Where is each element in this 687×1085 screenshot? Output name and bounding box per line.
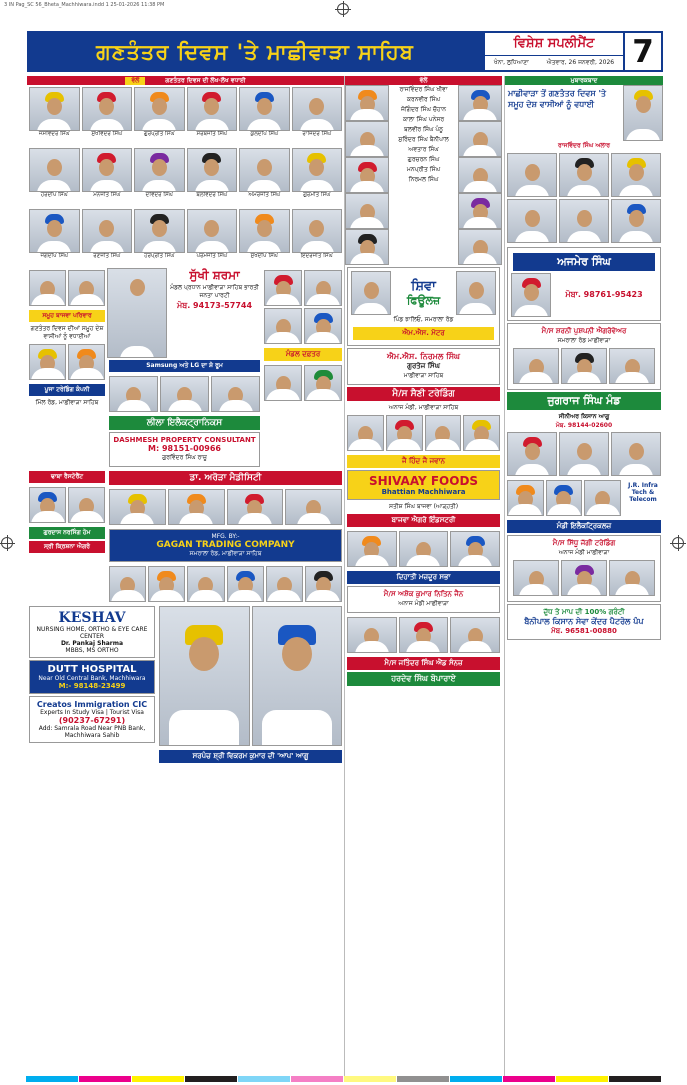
portrait-caption: ਹਰਪ੍ਰੀਤ ਸਿੰਘ [144, 253, 175, 259]
shiva-ad [347, 267, 500, 346]
portrait-photo [345, 229, 389, 265]
list-item: ਨਿਰਮਲ ਸਿੰਘ [408, 176, 439, 183]
portrait-photo [239, 87, 290, 131]
creatos-ad [29, 696, 155, 743]
hardev-band: ਹਰਦੇਵ ਸਿੰਘ ਬੋਪਾਰਾਏ [347, 672, 500, 686]
portrait-photo [109, 489, 166, 525]
creatos-phone: (90237-67291) [58, 716, 126, 725]
date: ਐਤਵਾਰ, 26 ਜਨਵਰੀ, 2026 [546, 58, 615, 66]
greeting-text: ਮਾਛੀਵਾੜਾ ਤੋਂ ਗਣਤੰਤਰ ਦਿਵਸ 'ਤੇ ਸਮੂਹ ਦੇਸ਼ ਵਾਸੀਆਂ ਨੂੰ ਵਧਾਈ [508, 89, 607, 109]
portrait-card [187, 148, 238, 205]
portrait-photo [252, 606, 343, 746]
list-item: ਗੁਰਚਰਨ ਸਿੰਘ [407, 156, 440, 163]
portrait-card [82, 148, 133, 205]
pushpa-ad [507, 323, 661, 390]
dutt-phone: M:- 98148-23499 [58, 682, 126, 690]
portrait-card [29, 209, 80, 266]
shivaay-title: SHIVAAY FOODS [368, 474, 479, 488]
leela-band: ਲੀਲਾ ਇਲੈਕਟ੍ਰਾਨਿਕਸ [109, 416, 260, 430]
portrait-caption: ਰਣਜੀਤ ਸਿੰਘ [93, 253, 121, 259]
portrait-photo [458, 157, 502, 193]
portrait-caption: ਸੁਖਦੀਪ ਸਿੰਘ [250, 253, 278, 259]
portrait-photo [305, 566, 342, 602]
portrait-photo [227, 489, 284, 525]
portrait-caption: ਸੁਖਵਿੰਦਰ ਸਿੰਘ [91, 131, 123, 137]
ajmer-phone: ਮੋਬਾ. 98761-95423 [565, 290, 643, 299]
sanjam-ad [347, 348, 500, 385]
portrait-photo [345, 193, 389, 229]
portrait-photo [82, 87, 133, 131]
portrait-photo [458, 85, 502, 121]
sharma-phone: ਮੋਬ. 94173-57744 [176, 301, 253, 310]
portrait-photo [611, 432, 661, 476]
portrait-photo [513, 348, 559, 384]
portrait-photo [304, 308, 342, 344]
mandal-photos-2 [262, 363, 344, 403]
portrait-photo [227, 566, 264, 602]
creatos-addr: Add: Samrala Road Near PNB Bank, Machhiwara Sahib [38, 725, 146, 739]
beniwal-title: ਬੈਨੀਪਾਲ ਕਿਸਾਨ ਸੇਵਾ ਕੇਂਦਰ ਪੈਟਰੋਲ ਪੰਪ [524, 617, 644, 626]
portrait-photo [160, 376, 209, 412]
pushpa-title: ਮੈ/ਸ ਸ਼ਰਨੀ ਪੁਸ਼ਪਨੀ ਐਗਰੋਵੇਅਰ [541, 327, 627, 335]
ashok-ad [347, 586, 500, 613]
bajwa-ad [27, 268, 107, 469]
portrait-photo [168, 489, 225, 525]
portrait-card [134, 87, 185, 144]
mandal-band: ਮੰਡਲ ਦਫ਼ਤਰ [264, 348, 342, 361]
portrait-photo [304, 365, 342, 401]
list-item: ਬਲਵੀਰ ਸਿੰਘ ਪੰਨੂ [404, 126, 443, 133]
portrait-photo [609, 560, 655, 596]
portrait-photo [264, 308, 302, 344]
keshav-dutt-ads [27, 604, 157, 765]
place: ਖੰਨਾ, ਲੁਧਿਆਣਾ [493, 58, 529, 66]
sanjam-title: ਐਮ.ਐਸ. ਨਿਰਮਲ ਸਿੰਘ [386, 352, 461, 361]
strip-text: ਵੱਲੋਂ [419, 76, 428, 84]
name-list [389, 85, 458, 265]
mandal-ad [262, 268, 344, 469]
greeting-block [505, 85, 663, 141]
sanjam-line: ਮਾਛੀਵਾੜਾ ਸਾਹਿਬ [403, 372, 444, 379]
portrait-photo [507, 480, 544, 516]
registration-mark-icon [337, 3, 349, 15]
big-portrait-ad [157, 604, 344, 765]
patti-photos [345, 529, 502, 569]
medical-band: ਡਾ. ਅਰੋੜਾ ਮੈਡੀਸਿਟੀ [109, 471, 342, 485]
sharma-text [167, 268, 262, 358]
portrait-photo [109, 566, 146, 602]
shiva-name: ਸ਼ਿਵਾ [411, 278, 436, 294]
portrait-photo [187, 209, 238, 253]
shiva-sub: ਫਿਊਲਜ਼ [406, 293, 441, 307]
beniwal-tag: ਦੁੱਧ ਤੇ ਮਾਪ ਦੀ 100% ਗਰੰਟੀ [543, 608, 625, 616]
registration-mark-icon [1, 537, 13, 549]
pooja-line: ਮਿੱਲ ਰੋਡ, ਮਾਛੀਵਾੜਾ ਸਾਹਿਬ [35, 399, 99, 406]
portrait-photo [68, 487, 105, 523]
portrait-card [187, 87, 238, 144]
portrait-photo [458, 229, 502, 265]
portrait-grid-2 [27, 146, 344, 207]
portrait-caption: ਜਸਵਿੰਦਰ ਸਿੰਘ [38, 131, 70, 137]
portrait-card [239, 148, 290, 205]
jr-infra-row [505, 478, 663, 518]
portrait-photo [292, 87, 343, 131]
portrait-photo [386, 415, 423, 451]
portrait-photo [450, 531, 500, 567]
dutt-ad [29, 660, 155, 694]
portrait-caption: ਇੰਦਰਜੀਤ ਸਿੰਘ [300, 253, 333, 259]
portrait-photo [187, 87, 238, 131]
portrait-photo [264, 270, 302, 306]
portrait-photo [266, 566, 303, 602]
portrait-photo [68, 270, 105, 306]
portrait-photo [148, 566, 185, 602]
list-item: ਸੁਰਿੰਦਰ ਸਿੰਘ ਬੈਨੀਪਾਲ [398, 136, 449, 143]
patti-band: ਦਿਹਾਤੀ ਮਜ਼ਦੂਰ ਸਭਾ [347, 571, 500, 584]
saini-band: ਮੈ/ਸ ਸੈਣੀ ਟਰੇਡਿੰਗ [347, 387, 500, 401]
dhaba-photos [27, 485, 107, 525]
portrait-caption: ਜਗਦੀਪ ਸਿੰਘ [40, 253, 69, 259]
portrait-photo [513, 560, 559, 596]
sidhu-title: ਮੈ/ਸ ਸਿੱਧੂ ਜੱਗੀ ਟਰੇਡਿੰਗ [552, 539, 616, 547]
list-item: ਮਨਪ੍ਰੀਤ ਸਿੰਘ [406, 166, 441, 173]
ashok-line: ਅਨਾਜ ਮੰਡੀ ਮਾਛੀਵਾੜਾ [398, 600, 449, 607]
portrait-caption: ਰਾਜਿੰਦਰ ਸਿੰਘ [302, 131, 332, 137]
portrait-photo [264, 365, 302, 401]
portrait-caption: ਗੁਰਪ੍ਰੀਤ ਸਿੰਘ [143, 131, 175, 137]
jugraj-role: ਸੀਨੀਅਰ ਕਿਸਾਨ ਆਗੂ [558, 413, 610, 420]
portrait-photo [292, 148, 343, 192]
portrait-card [134, 148, 185, 205]
list-item: ਰਾਜਵਿੰਦਰ ਸਿੰਘ ਖੀਵਾ [399, 86, 448, 93]
name-photo-column [458, 85, 502, 265]
portrait-caption: ਸਰਬਜੀਤ ਸਿੰਘ [196, 131, 228, 137]
portrait-photo [292, 209, 343, 253]
jugraj-name: ਜੁਗਰਾਜ ਸਿੰਘ ਮੰਡ [507, 392, 661, 410]
shiva-row [351, 271, 496, 315]
shivaay-sub: Bhattian Machhiwara [381, 488, 466, 496]
portrait-photo [458, 121, 502, 157]
jatinder-band: ਮੈ/ਸ ਜਤਿੰਦਰ ਸਿੰਘ ਐਂਡ ਸੰਨਜ਼ [347, 657, 500, 670]
portrait-card [187, 209, 238, 266]
greeting-strip [505, 76, 663, 85]
portrait-photo [29, 148, 80, 192]
pushpa-photos [511, 346, 657, 386]
portrait-photo [584, 480, 621, 516]
portrait-caption: ਪਰਮਜੀਤ ਸਿੰਘ [196, 253, 228, 259]
portrait-card [134, 209, 185, 266]
jatinder-photos [345, 615, 502, 655]
gagan-title: GAGAN TRADING COMPANY [156, 540, 295, 550]
portrait-photo [611, 199, 661, 243]
ajmer-name: ਅਜਮੇਰ ਸਿੰਘ [513, 253, 655, 271]
portrait-photo [134, 148, 185, 192]
creatos-title: Creatos Immigration CIC [36, 700, 148, 709]
gagan-photos-2 [107, 564, 344, 604]
portrait-photo [347, 617, 397, 653]
portrait-photo [159, 606, 250, 746]
page-number: 7 [623, 31, 663, 72]
ajmer-ad [507, 247, 661, 321]
list-item: ਜੋਗਿੰਦਰ ਸਿੰਘ ਚੌਹਾਨ [400, 106, 447, 113]
keshav-ad [29, 606, 155, 658]
portrait-photo [82, 209, 133, 253]
page-title: ਗਣਤੰਤਰ ਦਿਵਸ 'ਤੇ ਮਾਛੀਵਾੜਾ ਸਾਹਿਬ [27, 31, 483, 72]
portrait-photo [134, 209, 185, 253]
list-item: ਅਵਤਾਰ ਸਿੰਘ [408, 146, 439, 153]
portrait-photo [425, 415, 462, 451]
portrait-photo [559, 432, 609, 476]
keshav-doc: Dr. Pankaj Sharma [60, 640, 124, 647]
portrait-photo [82, 148, 133, 192]
bajwa-photos [27, 268, 107, 308]
column-middle [344, 76, 502, 1076]
portrait-photo [187, 566, 224, 602]
mandal-photos [262, 268, 344, 346]
jai-jawan-band: ਜੈ ਹਿੰਦ ਜੈ ਜਵਾਨ [347, 455, 500, 468]
jr-photos [505, 478, 623, 518]
portrait-caption: ਹਰਦੀਪ ਸਿੰਘ [40, 192, 68, 198]
gagan-line: ਸਮਰਾਲਾ ਰੋਡ, ਮਾਛੀਵਾੜਾ ਸਾਹਿਬ [189, 550, 262, 557]
portrait-photo [29, 209, 80, 253]
color-calibration-bar [26, 1076, 662, 1082]
portrait-card [82, 87, 133, 144]
keshav-deg: MBBS, MS ORTHO [65, 647, 119, 654]
sharma-role: ਮੰਡਲ ਪ੍ਰਧਾਨ ਮਾਛੀਵਾੜਾ ਸਾਹਿਬ ਭਾਰਤੀ ਜਨਤਾ ਪਾਰਟੀ [170, 284, 259, 299]
greeting-strip [27, 76, 344, 85]
portrait-photo [134, 87, 185, 131]
keshav-title: KESHAV [58, 610, 126, 626]
bajwa-text: ਗਣਤੰਤਰ ਦਿਵਸ ਦੀਆਂ ਸਮੂਹ ਦੇਸ਼ ਵਾਸੀਆਂ ਨੂੰ ਵਧਾਈਆਂ [30, 325, 104, 340]
list-item: ਕਰਨਵੀਰ ਸਿੰਘ [406, 96, 441, 103]
sri-krishna-band: ਸ੍ਰੀ ਕ੍ਰਿਸ਼ਨਾ ਐਗਰੋ [29, 541, 105, 553]
portrait-photo [239, 209, 290, 253]
portrait-card [292, 148, 343, 205]
bajwa-agro-band: ਬਾਜਵਾ ਐਗਰੋ ਇੰਡਸਟਰੀ [347, 514, 500, 527]
portrait-photo [623, 85, 663, 141]
gagan-photos [107, 487, 344, 527]
dasmesh-owner: ਗੁਰਵਿੰਦਰ ਸਿੰਘ ਰਾਜੂ [162, 454, 207, 461]
portrait-caption: ਕੁਲਦੀਪ ਸਿੰਘ [250, 131, 279, 137]
portrait-photo [29, 344, 66, 380]
portrait-grid-3 [27, 207, 344, 268]
shivaay-ad [347, 470, 500, 500]
motor-band: ਐਮ.ਐਸ. ਮੋਟਰ [353, 327, 494, 340]
portrait-photo [345, 85, 389, 121]
portrait-photo [546, 480, 583, 516]
shiva-text [391, 279, 456, 308]
gagan-box [109, 529, 342, 562]
strip-text: ਮੁਬਾਰਕਬਾਦ [570, 76, 598, 84]
portrait-card [292, 209, 343, 266]
gagan-mfg: MFG. BY:- [211, 533, 240, 540]
bottom-name: ਸਰਪੰਚ ਸ਼੍ਰੀ ਵਿਕਰਮ ਕੁਮਾਰ ਦੀ 'ਆਪ' ਆਗੂ [159, 750, 342, 763]
column-left [27, 76, 344, 1076]
dateline [485, 56, 623, 70]
portrait-photo [561, 348, 607, 384]
portrait-card [239, 87, 290, 144]
keshav-sub: NURSING HOME, ORTHO & EYE CARE CENTER [36, 626, 148, 640]
portrait-photo [458, 193, 502, 229]
beniwal-ad [507, 604, 661, 640]
portrait-photo [611, 153, 661, 197]
dasmesh-title: DASHMESH PROPERTY CONSULTANT [113, 436, 256, 444]
column-right [504, 76, 663, 1076]
portrait-photo [609, 348, 655, 384]
bajwa-photos-2 [27, 342, 107, 382]
portrait-photo [29, 487, 66, 523]
portrait-photo [239, 148, 290, 192]
ad-row-1 [27, 268, 344, 469]
portrait-photo [68, 344, 105, 380]
name-list-block [345, 85, 502, 265]
portrait-photo [347, 531, 397, 567]
portrait-photo [345, 157, 389, 193]
name-photo-column [345, 85, 389, 265]
strip-tag: ਵੱਲੋਂ [125, 77, 145, 85]
portrait-photo [399, 531, 449, 567]
pooja-band: ਪੂਜਾ ਟਰੇਡਿੰਗ ਕੰਪਨੀ [29, 384, 105, 396]
portrait-photo [29, 87, 80, 131]
portrait-photo [107, 268, 167, 358]
dutt-title: DUTT HOSPITAL [47, 664, 137, 675]
dutt-addr: Near Old Central Bank, Machhiwara [38, 675, 146, 682]
portrait-caption: ਅਮਰਜੀਤ ਸਿੰਘ [248, 192, 281, 198]
portrait-photo [285, 489, 342, 525]
portrait-photo [511, 273, 551, 317]
greeting-name: ਰਾਜਵਿੰਦਰ ਸਿੰਘ ਅਲਾਰ [558, 142, 610, 149]
portrait-photo [507, 199, 557, 243]
shivaay-owner: ਸਤੀਸ਼ ਸਿੰਘ ਬਾਜਵਾ (ਆੜ੍ਹਤੀ) [388, 503, 459, 510]
saini-photos [345, 413, 502, 453]
sanjam-sub: ਗੁਰਤੇਜ ਸਿੰਘ [407, 362, 440, 370]
dhaba-band: ਢਾਬਾ ਰੈਸਟੋਰੈਂਟ [29, 471, 105, 483]
portrait-photo [29, 270, 66, 306]
portrait-photo [399, 617, 449, 653]
sharma-ad [107, 268, 262, 469]
sharma-head [107, 268, 262, 358]
creatos-sub: Experts In Study Visa | Tourist Visa [40, 709, 144, 716]
pdf-header-line: 3 IN Pag_SC 56_Bheta_Machhiwara.indd 1 25-01-2026 11:38 PM [4, 2, 165, 8]
portrait-card [239, 209, 290, 266]
portrait-photo [351, 271, 391, 315]
dhaba-ad [27, 469, 107, 604]
portrait-card [29, 148, 80, 205]
portrait-photo [561, 560, 607, 596]
portrait-photo [456, 271, 496, 315]
portrait-photo [345, 121, 389, 157]
masthead [27, 31, 663, 72]
sidhu-ad [507, 535, 661, 602]
ad-row-3 [27, 604, 344, 765]
supplement-box [483, 31, 623, 72]
registration-mark-icon [672, 537, 684, 549]
portrait-grid-1 [27, 85, 344, 146]
portrait-card [292, 87, 343, 144]
jr-infra-label: J.R. Infra Tech & Telecom [628, 482, 658, 503]
jugraj-photos [505, 430, 663, 478]
sharma-name: ਸੁੱਖੀ ਸ਼ਰਮਾ [189, 268, 240, 282]
samsung-band: Samsung ਅਤੇ LG ਦਾ ਸ਼ੋ ਰੂਮ [109, 360, 260, 372]
leela-photos [107, 374, 262, 414]
dasmesh-ad [109, 432, 260, 467]
strip-text: ਗਣਤੰਤਰ ਦਿਵਸ ਦੀ ਲੱਖ-ਲੱਖ ਵਧਾਈ [165, 76, 246, 84]
pushpa-line: ਸਮਰਾਲਾ ਰੋਡ ਮਾਛੀਵਾੜਾ [557, 337, 611, 344]
ashok-title: ਮੈ/ਸ ਅਸ਼ੋਕ ਕੁਮਾਰ ਨਿਤਿਨ ਜੈਨ [383, 590, 464, 598]
mandi-band: ਮੰਡੀ ਇਲੈਕਟ੍ਰਿਕਲਜ਼ [507, 520, 661, 533]
ad-row-2 [27, 469, 344, 604]
saini-line: ਅਨਾਜ ਮੰਡੀ, ਮਾਛੀਵਾੜਾ ਸਾਹਿਬ [388, 404, 459, 411]
portrait-card [29, 87, 80, 144]
shiva-line: ਪਿੰਡ ਝਾਲਿਓ, ਸਮਰਾਲਾ ਰੋਡ [393, 316, 454, 323]
portrait-photo [187, 148, 238, 192]
jugraj-phone: ਮੋਬ. 98144-02600 [555, 422, 613, 429]
portrait-photo [347, 415, 384, 451]
sidhu-photos [511, 558, 657, 598]
list-item: ਕਾਲਾ ਸਿੰਘ ਪਨੇਸਰ [402, 116, 445, 123]
portrait-caption: ਦਵਿੰਦਰ ਸਿੰਘ [145, 192, 173, 198]
portrait-caption: ਬਲਵਿੰਦਰ ਸਿੰਘ [196, 192, 228, 198]
dasmesh-phone: M: 98151-00966 [148, 444, 221, 453]
col3-photos-1 [505, 151, 663, 245]
portrait-photo [211, 376, 260, 412]
portrait-photo [559, 153, 609, 197]
portrait-photo [507, 432, 557, 476]
portrait-photo [559, 199, 609, 243]
portrait-photo [463, 415, 500, 451]
portrait-photo [450, 617, 500, 653]
gagan-ad [107, 469, 344, 604]
portrait-card [82, 209, 133, 266]
beniwal-phone: ਮੋਬ. 96581-00880 [551, 627, 617, 635]
portrait-photo [507, 153, 557, 197]
portrait-photo [304, 270, 342, 306]
gurdas-band: ਗੁਰਦਾਸ ਨਰਸਿੰਗ ਹੋਮ [29, 527, 105, 539]
ajmer-row [511, 273, 657, 317]
portrait-photo [109, 376, 158, 412]
portrait-caption: ਮਨਜੀਤ ਸਿੰਘ [93, 192, 121, 198]
supplement-label: ਵਿਸ਼ੇਸ਼ ਸਪਲੀਮੈਂਟ [485, 33, 623, 56]
greeting-strip [345, 76, 502, 85]
bajwa-band: ਸਮੂਹ ਬਾਜਵਾ ਪਰਿਵਾਰ [29, 310, 105, 322]
sidhu-line: ਅਨਾਜ ਮੰਡੀ ਮਾਛੀਵਾੜਾ [558, 549, 610, 556]
portrait-caption: ਗੁਰਮੀਤ ਸਿੰਘ [303, 192, 331, 198]
big-portraits [157, 604, 344, 748]
